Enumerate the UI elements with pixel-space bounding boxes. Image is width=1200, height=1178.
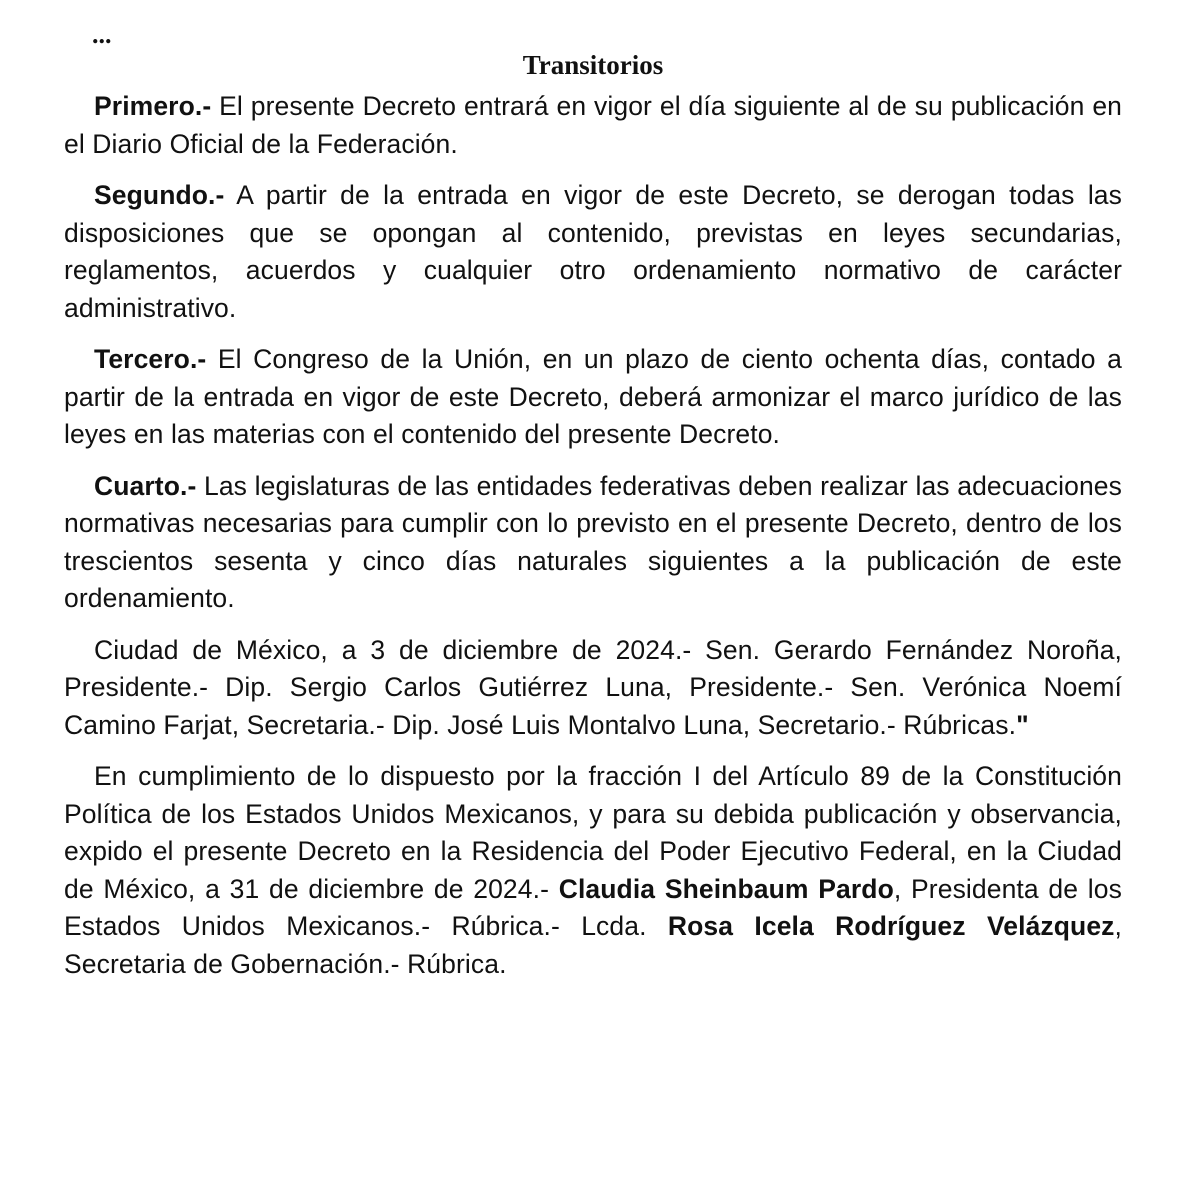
article-text: El Congreso de la Unión, en un plazo de ciento ochenta días, contado a partir de la entrada en vigor de este Decreto, deberá armonizar el marco jurídico de las leyes en las materias con el contenido del presente Decreto. [64,344,1122,449]
signer-name-secretary: Rosa Icela Rodríguez Velázquez [667,911,1115,941]
section-heading: Transitorios [522,50,664,80]
closing-quote: " [1016,709,1029,740]
article-segundo [64,177,1122,327]
document-page [64,20,1122,997]
signatures-text: Ciudad de México, a 3 de diciembre de 2024.- Sen. Gerardo Fernández Noroña, Presidente.- Dip. Sergio Carlos Gutiérrez Luna, Presidente.- Sen. Verónica Noemí Camino Farjat, Secretaria.- Dip. José Luis Montalvo Luna, Secretario.- Rúbricas. [64,634,1122,740]
ellipsis-marker: ... [92,20,112,49]
closing-text-1: En cumplimiento de lo dispuesto por la fracción I del Artículo 89 de la Constitución Política de los Estados Unidos Mexicanos, y para su debida publicación y observancia, expido el presente Decreto en la Residencia del Poder Ejecutivo Federal, en la Ciudad de México, a 31 de diciembre de 2024.- [64,761,1122,904]
article-cuarto [64,468,1122,618]
closing-text-3: , Secretaria de Gobernación.- Rúbrica. [64,911,1122,979]
signer-name-president: Claudia Sheinbaum Pardo [558,873,894,904]
signatures-paragraph [64,632,1122,745]
article-tercero [64,341,1122,454]
article-text: El presente Decreto entrará en vigor el día siguiente al de su publicación en el Diario Oficial de la Federación. [64,91,1122,159]
article-label: Segundo.- [94,180,225,210]
article-text: A partir de la entrada en vigor de este Decreto, se derogan todas las disposiciones que se opongan al contenido, previstas en leyes secundarias, reglamentos, acuerdos y cualquier otro ordenamiento normativo de carácter administrativo. [64,180,1122,323]
article-label: Tercero.- [94,344,207,374]
closing-paragraph [64,758,1122,983]
article-label: Cuarto.- [94,470,197,501]
closing-text-2: , Presidenta de los Estados Unidos Mexicanos.- Rúbrica.- Lcda. [64,873,1122,941]
article-primero [64,88,1122,163]
article-label: Primero.- [94,91,212,121]
article-text: Las legislaturas de las entidades federativas deben realizar las adecuaciones normativas necesarias para cumplir con lo previsto en el presente Decreto, dentro de los trescientos sesenta y cinco días naturales siguientes a la publicación de este ordenamiento. [64,470,1122,613]
